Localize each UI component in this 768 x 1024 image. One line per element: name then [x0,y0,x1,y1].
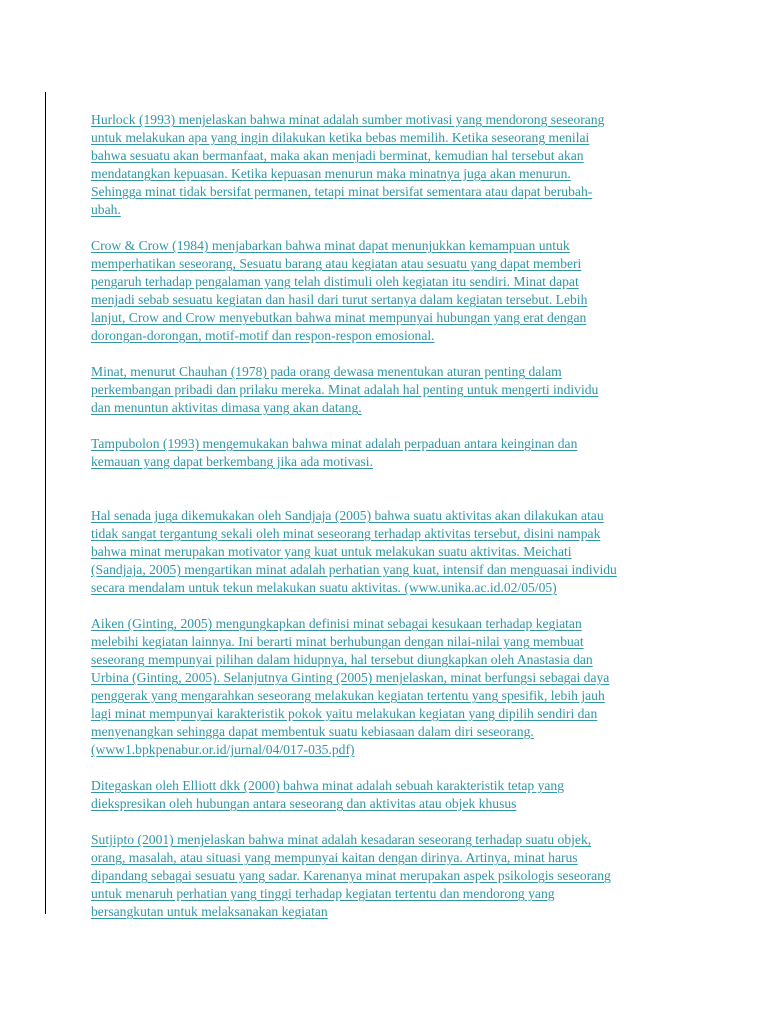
text-line: dipandang sebagai sesuatu yang sadar. Karenanya minat merupakan aspek psikologis seseorang [91,868,611,883]
text-line: secara mendalam untuk tekun melakukan suatu aktivitas. (www.unika.ac.id.02/05/05) [91,580,557,595]
paragraph-aiken[interactable] [91,615,691,759]
text-line: pengaruh terhadap pengalaman yang telah distimuli oleh kegiatan itu sendiri. Minat dapat [91,274,579,289]
text-line: Sehingga minat tidak bersifat permanen, tetapi minat bersifat sementara atau dapat berubah- [91,184,593,199]
text-line: untuk menaruh perhatian yang tinggi terhadap kegiatan tertentu dan mendorong yang [91,886,555,901]
text-line: untuk melakukan apa yang ingin dilakukan ketika bebas memilih. Ketika seseorang menilai [91,130,590,145]
text-line: Tampubolon (1993) mengemukakan bahwa minat adalah perpaduan antara keinginan dan [91,436,578,451]
paragraph-elliott[interactable] [91,777,691,813]
text-line: lanjut, Crow and Crow menyebutkan bahwa minat mempunyai hubungan yang erat dengan [91,310,587,325]
text-line: penggerak yang mengarahkan seseorang melakukan kegiatan tertentu yang spesifik, lebih jauh [91,688,605,703]
paragraph-hurlock[interactable] [91,111,691,219]
text-line: Sutjipto (2001) menjelaskan bahwa minat adalah kesadaran seseorang terhadap suatu objek, [91,832,592,847]
text-line: menyenangkan sehingga dapat membentuk suatu kebiasaan dalam diri seseorang. [91,724,534,739]
text-line: bahwa minat merupakan motivator yang kuat untuk melakukan suatu aktivitas. Meichati [91,544,572,559]
paragraph-tampubolon[interactable] [91,435,691,471]
margin-line [45,92,46,914]
text-line: orang, masalah, atau situasi yang mempunyai kaitan dengan dirinya. Artinya, minat harus [91,850,578,865]
text-line: perkembangan pribadi dan prilaku mereka. Minat adalah hal penting untuk mengerti individu [91,382,599,397]
text-line: ubah. [91,202,121,217]
text-line: (Sandjaja, 2005) mengartikan minat adalah perhatian yang kuat, intensif dan menguasai individu [91,562,617,577]
text-line: Aiken (Ginting, 2005) mengungkapkan definisi minat sebagai kesukaan terhadap kegiatan [91,616,582,631]
text-line: (www1.bpkpenabur.or.id/jurnal/04/017-035.pdf) [91,742,355,757]
text-line: seseorang mempunyai pilihan dalam hidupnya, hal tersebut diungkapkan oleh Anastasia dan [91,652,593,667]
paragraph-crow[interactable] [91,237,691,345]
text-line: Hurlock (1993) menjelaskan bahwa minat adalah sumber motivasi yang mendorong seseorang [91,112,605,127]
text-line: dorongan-dorongan, motif-motif dan respon-respon emosional. [91,328,435,343]
text-line: lagi minat mempunyai karakteristik pokok yaitu melakukan kegiatan yang dipilih sendiri dan [91,706,598,721]
document-body [91,111,691,939]
text-line: dan menuntun aktivitas dimasa yang akan datang. [91,400,362,415]
text-line: Hal senada juga dikemukakan oleh Sandjaja (2005) bahwa suatu aktivitas akan dilakukan atau [91,508,604,523]
text-line: melebihi kegiatan lainnya. Ini berarti minat berhubungan dengan nilai-nilai yang membuat [91,634,584,649]
text-line: kemauan yang dapat berkembang jika ada motivasi. [91,454,373,469]
text-line: Minat, menurut Chauhan (1978) pada orang dewasa menentukan aturan penting dalam [91,364,562,379]
text-line: Ditegaskan oleh Elliott dkk (2000) bahwa minat adalah sebuah karakteristik tetap yang [91,778,564,793]
text-line: Crow & Crow (1984) menjabarkan bahwa minat dapat menunjukkan kemampuan untuk [91,238,570,253]
text-line: mendatangkan kepuasan. Ketika kepuasan menurun maka minatnya juga akan menurun. [91,166,571,181]
text-line: bersangkutan untuk melaksanakan kegiatan [91,904,328,919]
text-line: tidak sangat tergantung sekali oleh minat seseorang terhadap aktivitas tersebut, disini nampak [91,526,601,541]
paragraph-chauhan[interactable] [91,363,691,417]
text-line: menjadi sebab sesuatu kegiatan dan hasil dari turut sertanya dalam kegiatan tersebut. Lebih [91,292,588,307]
paragraph-sutjipto[interactable] [91,831,691,921]
text-line: diekspresikan oleh hubungan antara seseorang dan aktivitas atau objek khusus [91,796,517,811]
text-line: Urbina (Ginting, 2005). Selanjutnya Ginting (2005) menjelaskan, minat berfungsi sebagai daya [91,670,610,685]
text-line: bahwa sesuatu akan bermanfaat, maka akan menjadi berminat, kemudian hal tersebut akan [91,148,584,163]
paragraph-sandjaja[interactable] [91,507,691,597]
text-line: memperhatikan seseorang, Sesuatu barang atau kegiatan atau sesuatu yang dapat memberi [91,256,582,271]
